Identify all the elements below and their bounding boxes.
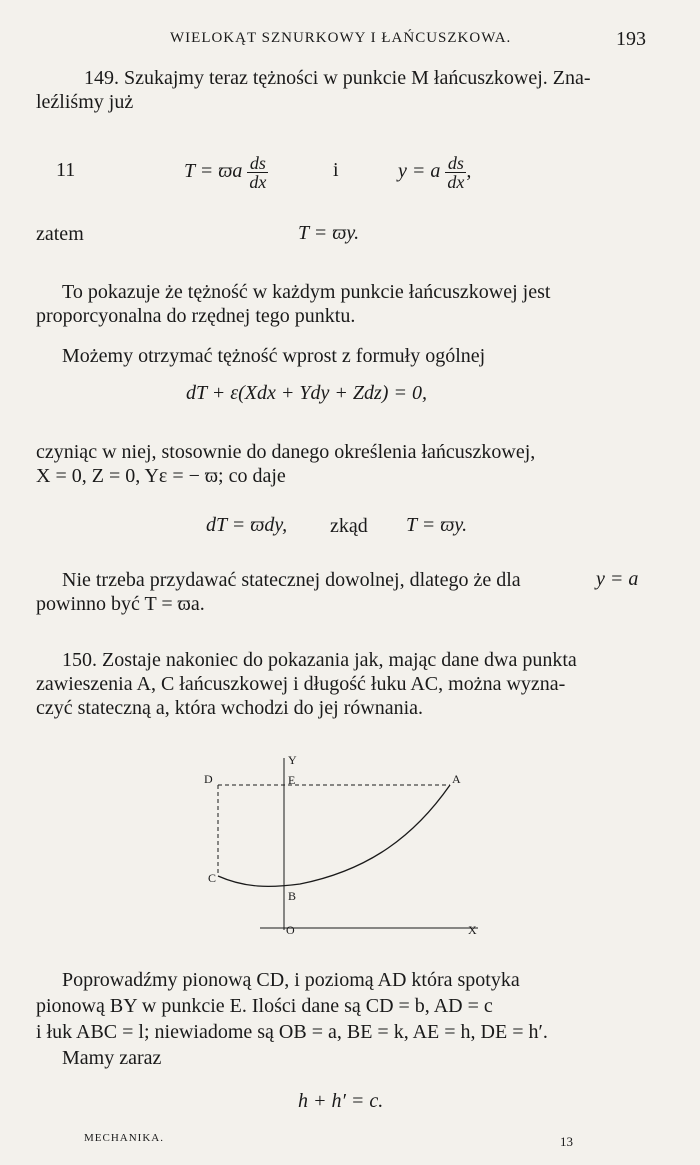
equation-label: 11	[56, 159, 76, 181]
label-O: O	[286, 923, 295, 937]
para4-y-eq: y = a	[596, 568, 639, 590]
label-D: D	[204, 772, 213, 786]
equation-general: dT + ε(Xdx + Ydy + Zdz) = 0,	[186, 382, 427, 404]
label-A: A	[452, 772, 461, 786]
label-C: C	[208, 871, 217, 885]
equation-tension	[184, 154, 268, 191]
frac-den: dx	[249, 172, 267, 192]
equation-T-wy: T = ϖy.	[298, 222, 360, 244]
zatem-word: zatem	[36, 223, 84, 245]
running-header: WIELOKĄT SZNURKOWY I ŁAŃCUSZKOWA.	[170, 30, 512, 46]
section-150-line-3: czyć stateczną a, która wchodzi do jej równania.	[36, 697, 424, 719]
para3-line-2: X = 0, Z = 0, Yε = − ϖ; co daje	[36, 465, 286, 487]
catenary-figure	[200, 750, 500, 945]
label-Y: Y	[288, 753, 297, 767]
para3-line-1: czyniąc w niej, stosownie do danego określenia łańcuszkowej,	[36, 441, 536, 463]
fraction-ds-dx	[445, 154, 466, 191]
frac-num: ds	[445, 154, 466, 173]
eq-lhs: y = a	[398, 160, 441, 183]
footer-signature: MECHANIKA.	[84, 1132, 164, 1144]
section-number: 150.	[62, 649, 97, 671]
section-149-line-2: leźliśmy już	[36, 91, 134, 113]
frac-den: dx	[447, 172, 465, 192]
para1-line-2: proporcyonalna do rzędnej tego punktu.	[36, 305, 356, 327]
after-fig-line-4: Mamy zaraz	[62, 1047, 162, 1069]
after-fig-line-2: pionową BY w punkcie E. Ilości dane są CD = b, AD = c	[36, 995, 493, 1017]
paragraph-text: Zostaje nakoniec do pokazania jak, mając dane dwa punkta	[102, 649, 577, 671]
para4-line-1: Nie trzeba przydawać statecznej dowolnej, dlatego że dla	[62, 569, 521, 591]
label-B: B	[288, 889, 297, 903]
equation-T-wy-2: T = ϖy.	[406, 514, 468, 536]
equation-y: y = a $\frac{ds}{dx}$ ,	[398, 153, 472, 192]
para4-line-2: powinno być T = ϖa.	[36, 593, 205, 615]
para1-line-1: To pokazuje że tężność w każdym punkcie łańcuszkowej jest	[62, 281, 551, 303]
label-E: E	[288, 773, 296, 787]
word-zkad: zkąd	[330, 515, 368, 537]
eq-lhs: T = ϖa	[184, 160, 243, 183]
page-number: 193	[616, 28, 646, 50]
after-fig-line-1: Poprowadźmy pionową CD, i poziomą AD która spotyka	[62, 969, 520, 991]
section-150-line-1	[62, 648, 577, 672]
section-149-line-1	[84, 66, 591, 90]
catenary-curve	[218, 785, 450, 886]
equation-dT: dT = ϖdy,	[206, 514, 288, 536]
footer-sheet-number: 13	[560, 1134, 573, 1149]
section-150-line-2: zawieszenia A, C łańcuszkowej i długość łuku AC, można wyzna-	[36, 673, 566, 695]
para2: Możemy otrzymać tężność wprost z formuły ogólnej	[62, 345, 486, 367]
fraction-ds-dx	[247, 154, 268, 191]
paragraph-text: Szukajmy teraz tężności w punkcie M łańcuszkowej. Zna-	[124, 67, 591, 89]
conjunction-i: i	[333, 159, 339, 181]
after-fig-line-3: i łuk ABC = l; niewiadome są OB = a, BE = k, AE = h, DE = h′.	[36, 1021, 548, 1043]
equation-final: h + h′ = c.	[298, 1090, 384, 1112]
section-number: 149.	[84, 67, 119, 89]
label-X: X	[468, 923, 477, 937]
frac-num: ds	[247, 154, 268, 173]
